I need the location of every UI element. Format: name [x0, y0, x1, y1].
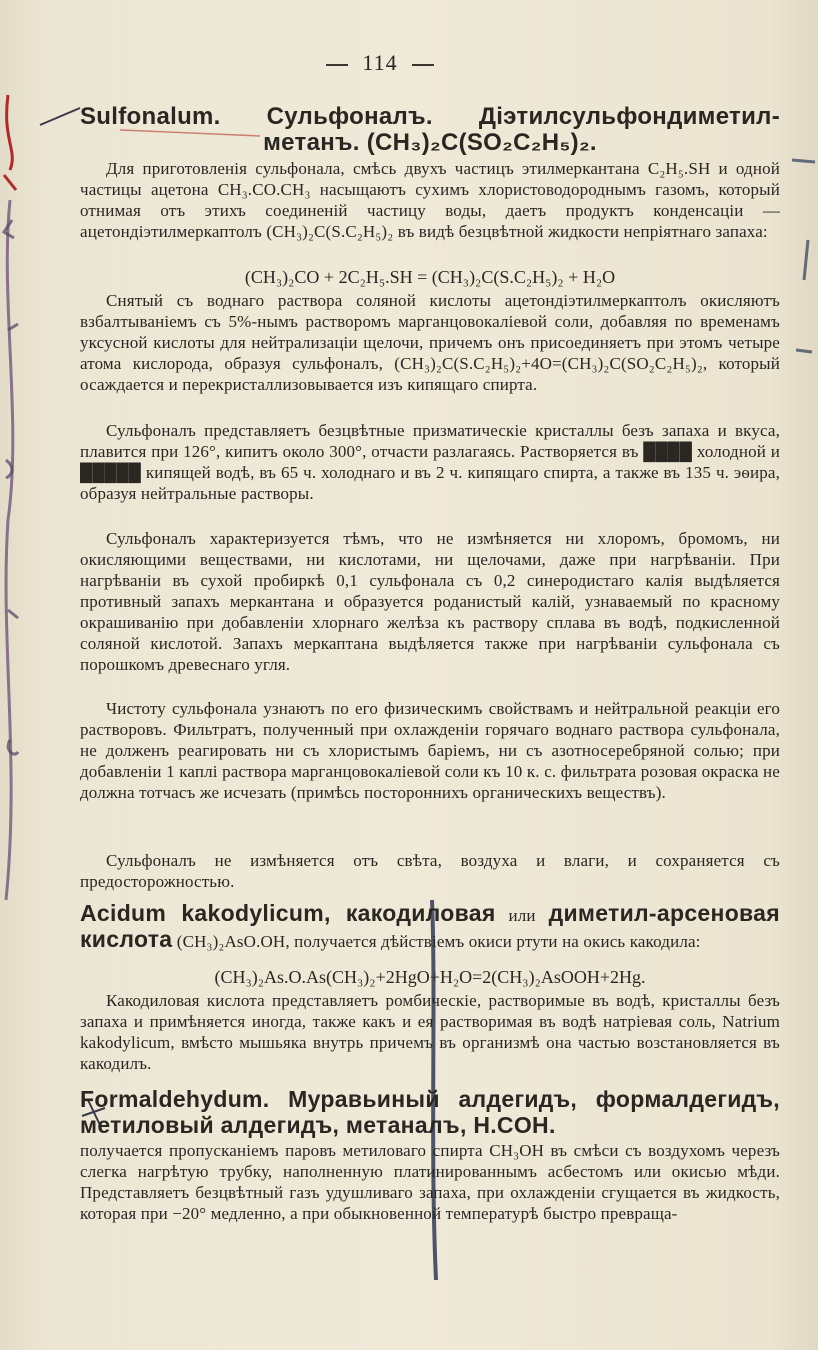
acid-heading: Acidum kakodylicum, какодиловая или диметил-арсеновая кислота (CH₃)₂AsO.OH, получается дѣйствіемъ окиси ртути на окись какодила: — [80, 900, 780, 952]
sulfonal-paragraph-2: Снятый съ воднаго раствора соляной кислоты ацетондіэтилмеркаптолъ окисляютъ взбалтываніемъ съ 5%-нымъ растворомъ марганцовокаліевой соли, добавляя по временамъ уксусной кислоты для нейтрализаціи щелочи, причемъ онъ присоединяетъ при этомъ четыре атома кислорода, образуя сульфоналъ, (CH₃)₂C(S.C₂H₅)₂+4O=(CH₃)₂C(SO₂C₂H₅)₂, который осаждается и перекристаллизовывается изъ кипящаго спирта. — [80, 291, 780, 394]
sulfonal-paragraph-3: Сульфоналъ представляетъ безцвѣтные призматическіе кристаллы безъ запаха и вкуса, плавится при 126°, кипитъ около 300°, отчасти разлагаясь. Растворяется въ ████ холодной и █████ кипящей водѣ, въ 65 ч. холоднаго и въ 2 ч. кипящаго спирта, а также въ 135 ч. эѳира, образуя нейтральные растворы. — [80, 421, 780, 503]
sulfonal-paragraph-1: Для приготовленія сульфонала, смѣсь двухъ частицъ этилмеркантана C₂H₅.SH и одной частицы ацетона CH₃.CO.CH₃ насыщаютъ сухимъ хлористоводороднымъ газомъ, который отнимая отъ этихъ соединеній частицу воды, даетъ продуктъ конденсаціи — ацетондіэтилмеркаптолъ (CH₃)₂C(S.C₂H₅)₂ въ видѣ безцвѣтной жидкости непріятнаго запаха: — [80, 159, 780, 241]
sulfonal-equation-1: (CH₃)₂CO + 2C₂H₅.SH = (CH₃)₂C(S.C₂H₅)₂ + H₂O — [244, 267, 616, 287]
formaldehyde-paragraph-1: получается пропусканіемъ паровъ метиловаго спирта CH₃OH въ смѣси съ воздухомъ черезъ слегка нагрѣтую трубку, наполненную платинированнымъ асбестомъ или окисью мѣди. Представляетъ безцвѣтный газъ удушливаго запаха, при охлажденіи сгущается въ жидкость, которая при −20° медленно, а при обыкновенной температурѣ быстро превраща- — [80, 1141, 780, 1223]
formaldehyde-heading: Formaldehydum. Муравьиный алдегидъ, формалдегидъ, метиловый алдегидъ, метаналъ, H.COH. — [80, 1086, 780, 1138]
sulfonal-paragraph-5: Чистоту сульфонала узнаютъ по его физическимъ свойствамъ и нейтральной реакціи его растворовъ. Фильтратъ, полученный при охлажденіи горячаго воднаго раствора сульфонала, не долженъ реагировать ни съ хлористымъ баріемъ, ни съ азотносеребряной солью; при добавленіи 1 каплі раствора марганцовокаліевой соли къ 10 к. с. фильтрата розовая окраска не должна тотчасъ же исчезать (примѣсь постороннихъ органическихъ веществъ). — [80, 699, 780, 802]
acid-paragraph-1: Какодиловая кислота представляетъ ромбическіе, растворимые въ водѣ, кристаллы безъ запаха и примѣняется иногда, также какъ и ея растворимая въ водѣ натріевая соль, Natrium kakodylicum, вмѣсто мышьяка внутрь причемъ въ организмѣ она частью возстановляется въ какодилъ. — [80, 991, 780, 1073]
acid-equation: (CH₃)₂As.O.As(CH₃)₂+2HgO+H₂O=2(CH₃)₂AsOOH+2Hg. — [214, 967, 646, 987]
page-number: 114 — [0, 50, 760, 76]
sulfonal-paragraph-6: Сульфоналъ не измѣняется отъ свѣта, воздуха и влаги, и сохраняется съ предосторожностью. — [80, 851, 780, 891]
sulfonal-heading: Sulfonalum. Сульфоналъ. Діэтилсульфондиметил-метанъ. (CH₃)₂C(SO₂C₂H₅)₂. — [80, 103, 780, 156]
sulfonal-paragraph-4: Сульфоналъ характеризуется тѣмъ, что не измѣняется ни хлоромъ, бромомъ, ни окисляющими веществами, ни кислотами, ни щелочами, даже при нагрѣваніи. При нагрѣваніи въ сухой пробиркѣ 0,1 сульфонала съ 0,2 синеродистаго калія выдѣляется противный запахъ меркантана и образуется роданистый калій, узнаваемый по красному окрашиванію при добавленіи хлорнаго желѣза къ раствору сплава въ водѣ, подкисленной соляной кислотой. Запахъ меркаптана выдѣляется также при нагрѣваніи сульфонала съ порошкомъ древеснаго угля. — [80, 529, 780, 674]
